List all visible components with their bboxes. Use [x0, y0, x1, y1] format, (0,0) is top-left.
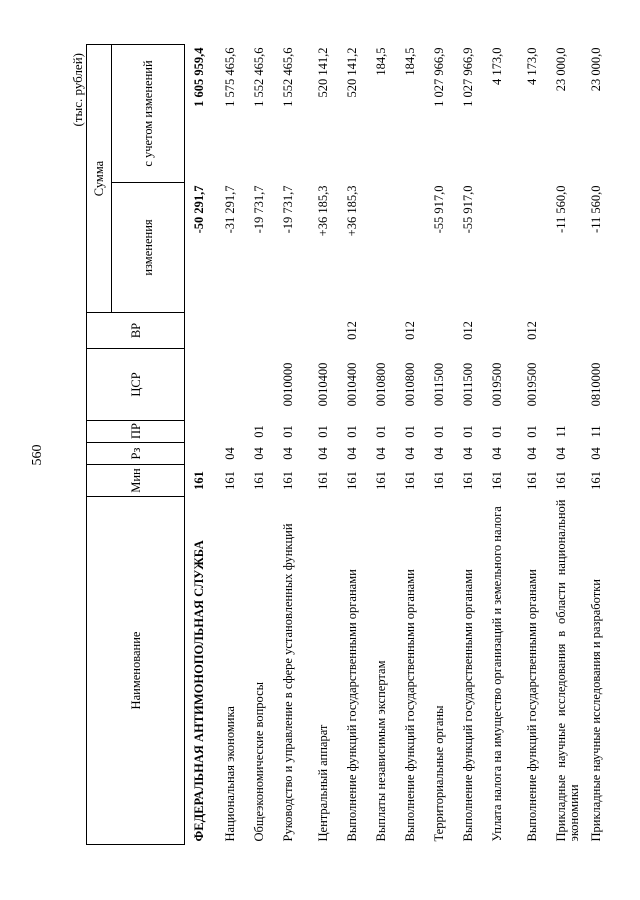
row-vr: [370, 313, 399, 349]
row-change: -19 731,7: [252, 185, 266, 234]
row-total: 1 552 465,6: [252, 47, 266, 107]
row-change: -11 560,0: [554, 185, 568, 233]
row-total: 184,5: [403, 47, 417, 76]
row-vr: [428, 313, 457, 349]
table-row: [585, 45, 614, 845]
row-name: Выплаты независимым экспертам: [374, 660, 388, 842]
row-min: 161: [223, 471, 237, 490]
row-min: 161: [490, 471, 504, 490]
row-total: 23 000,0: [589, 47, 603, 92]
row-pr: 01: [525, 425, 539, 438]
table-row: [486, 45, 521, 845]
row-vr: 012: [525, 321, 539, 340]
row-pr: 01: [432, 425, 446, 438]
row-change: [521, 183, 550, 313]
row-pr: 01: [316, 425, 330, 438]
row-total: 520 141,2: [316, 47, 330, 98]
row-change: [486, 183, 521, 313]
table-row: [521, 45, 550, 845]
page-number: 560: [30, 444, 45, 466]
table-row: [312, 45, 341, 845]
row-csr: [185, 349, 220, 421]
header-with-changes: с учетом изменений: [112, 45, 185, 183]
row-vr: 012: [403, 321, 417, 340]
row-vr: [550, 313, 585, 349]
row-total: 1 027 966,9: [432, 47, 446, 107]
row-min: 161: [461, 471, 475, 490]
row-change: +36 185,3: [345, 185, 359, 237]
row-rz: [185, 443, 220, 465]
row-min: 161: [589, 471, 603, 490]
row-rz: 04: [432, 447, 446, 460]
row-rz: 04: [461, 447, 475, 460]
row-change: +36 185,3: [316, 185, 330, 237]
row-name: Территориальные органы: [432, 705, 446, 842]
row-total: 4 173,0: [490, 47, 504, 85]
row-rz: 04: [223, 447, 237, 460]
row-pr: 11: [554, 425, 568, 438]
row-rz: 04: [403, 447, 417, 460]
row-min: 161: [432, 471, 446, 490]
table-row: [457, 45, 486, 845]
header-csr: ЦСР: [87, 349, 185, 421]
row-min: 161: [525, 471, 539, 490]
row-csr: [248, 349, 277, 421]
row-csr: 0010400: [345, 362, 359, 407]
row-name: Общеэкономические вопросы: [252, 681, 266, 842]
row-rz: 04: [316, 447, 330, 460]
row-name: Прикладные научные исследования и разработки: [589, 579, 603, 842]
table-row: [399, 45, 428, 845]
row-rz: 04: [345, 447, 359, 460]
row-name: Выполнение функций государственными органами: [403, 569, 417, 842]
row-csr: 0010400: [316, 362, 330, 407]
row-name: Выполнение функций государственными органами: [461, 569, 475, 842]
row-min: 161: [316, 471, 330, 490]
row-csr: [219, 349, 248, 421]
row-rz: 04: [554, 447, 568, 460]
row-min: 161: [281, 471, 295, 490]
row-vr: [219, 313, 248, 349]
budget-table: [86, 44, 614, 845]
row-pr: 11: [589, 425, 603, 438]
row-csr: 0010000: [281, 362, 295, 407]
row-vr: [248, 313, 277, 349]
row-total: 184,5: [374, 47, 388, 76]
row-pr: 01: [490, 425, 504, 438]
header-name: Наименование: [87, 497, 185, 845]
row-pr: 01: [345, 425, 359, 438]
row-pr: 01: [403, 425, 417, 438]
row-min: 161: [345, 471, 359, 490]
table-body: [185, 45, 615, 845]
header-changes: изменения: [112, 183, 185, 313]
table-row: [248, 45, 277, 845]
header-vr: ВР: [87, 313, 185, 349]
row-vr: [277, 313, 312, 349]
row-pr: 01: [461, 425, 475, 438]
row-min: 161: [374, 471, 388, 490]
header-min: Мин: [87, 465, 185, 497]
row-min: 161: [192, 471, 206, 490]
row-total: 23 000,0: [554, 47, 568, 92]
rotated-page-content: [68, 45, 603, 845]
header-pr: ПР: [87, 421, 185, 443]
row-min: 161: [403, 471, 417, 490]
row-total: 1 575 465,6: [223, 47, 237, 107]
row-csr: 0011500: [432, 362, 446, 407]
row-csr: 0019500: [490, 362, 504, 407]
row-vr: [185, 313, 220, 349]
table-row: [370, 45, 399, 845]
table-row: [219, 45, 248, 845]
row-total: 1 552 465,6: [281, 47, 295, 107]
row-change: -31 291,7: [223, 185, 237, 234]
row-change: -19 731,7: [281, 185, 295, 234]
row-pr: [185, 421, 220, 443]
row-pr: [219, 421, 248, 443]
table-row: [277, 45, 312, 845]
header-sum: Сумма: [87, 45, 112, 313]
row-vr: [486, 313, 521, 349]
row-name: Руководство и управление в сфере установленных функций: [281, 523, 295, 842]
row-pr: 01: [252, 425, 266, 438]
row-name: ФЕДЕРАЛЬНАЯ АНТИМОНОПОЛЬНАЯ СЛУЖБА: [192, 540, 206, 842]
row-csr: 0010800: [374, 362, 388, 407]
row-change: -55 917,0: [432, 185, 446, 234]
row-name: Национальная экономика: [223, 706, 237, 842]
row-total: 1 027 966,9: [461, 47, 475, 107]
row-rz: 04: [281, 447, 295, 460]
row-total: 1 605 959,4: [192, 47, 206, 107]
table-row: [550, 45, 585, 845]
row-name: Выполнение функций государственными органами: [525, 569, 539, 842]
row-csr: 0011500: [461, 362, 475, 407]
row-total: 520 141,2: [345, 47, 359, 98]
row-name: Выполнение функций государственными органами: [345, 569, 359, 842]
units-note: (тыс. рублей): [70, 53, 85, 127]
row-pr: 01: [374, 425, 388, 438]
row-vr: [312, 313, 341, 349]
row-csr: 0810000: [589, 362, 603, 407]
row-vr: [585, 313, 614, 349]
row-rz: 04: [374, 447, 388, 460]
row-name: Уплата налога на имущество организаций и земельного налога: [490, 506, 504, 842]
row-csr: [550, 349, 585, 421]
row-csr: 0019500: [525, 362, 539, 407]
table-header: [87, 45, 185, 845]
row-rz: 04: [490, 447, 504, 460]
row-min: 161: [252, 471, 266, 490]
row-change: [399, 183, 428, 313]
row-vr: 012: [461, 321, 475, 340]
row-rz: 04: [252, 447, 266, 460]
row-total: 4 173,0: [525, 47, 539, 85]
table-row: [341, 45, 370, 845]
table-row: [428, 45, 457, 845]
row-csr: 0010800: [403, 362, 417, 407]
row-change: -50 291,7: [192, 185, 206, 234]
row-rz: 04: [525, 447, 539, 460]
table-row: [185, 45, 220, 845]
row-change: -55 917,0: [461, 185, 475, 234]
row-change: -11 560,0: [589, 185, 603, 233]
row-pr: 01: [281, 425, 295, 438]
row-change: [370, 183, 399, 313]
row-name: Центральный аппарат: [316, 724, 330, 842]
row-min: 161: [554, 471, 568, 490]
row-vr: 012: [345, 321, 359, 340]
header-rz: Рз: [87, 443, 185, 465]
row-name: Прикладные научные исследования в области национальной экономики: [554, 499, 581, 842]
row-rz: 04: [589, 447, 603, 460]
